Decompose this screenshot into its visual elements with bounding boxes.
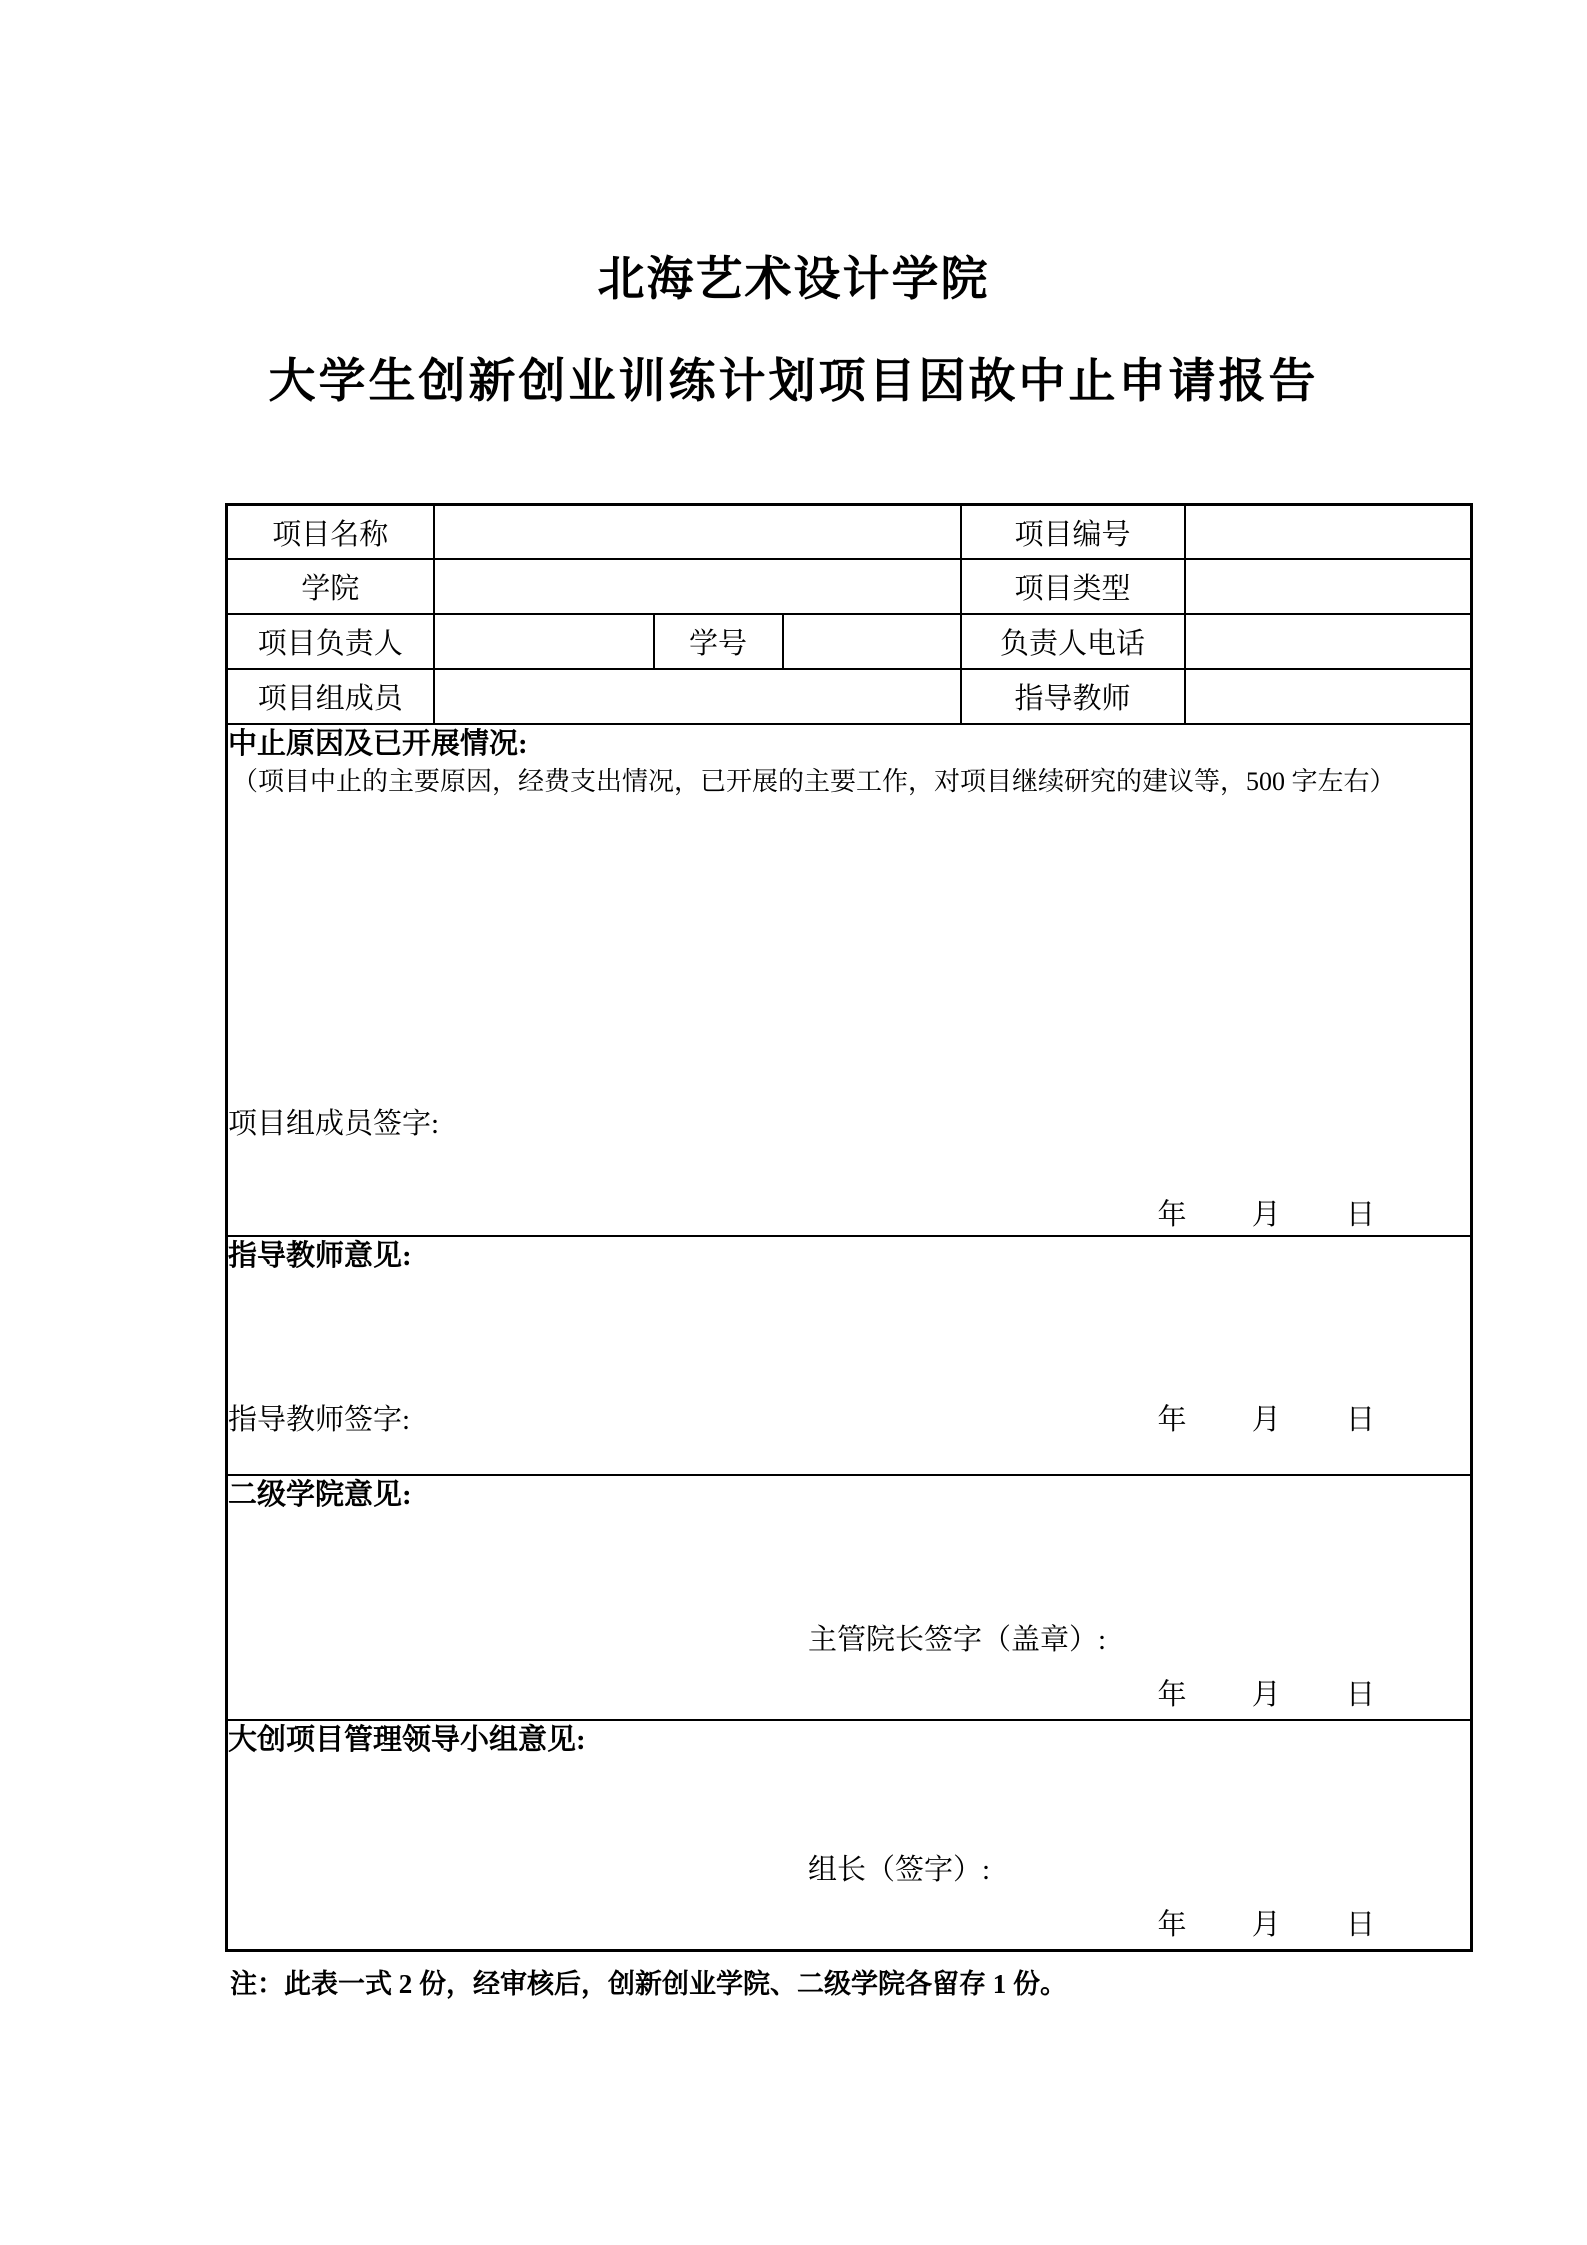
page-subtitle: 大学生创新创业训练计划项目因故中止申请报告 [268,356,1319,409]
leader-label: 项目负责人 [227,614,434,669]
committee-opinion-heading: 大创项目管理领导小组意见: [228,1724,586,1757]
advisor-label: 指导教师 [961,669,1185,724]
table-row [227,724,1472,1236]
termination-heading: 中止原因及已开展情况: [228,728,528,761]
day-label: 日 [1346,1404,1376,1437]
members-label: 项目组成员 [227,669,434,724]
date-line [228,1192,1470,1235]
student-id-value-cell[interactable] [783,614,961,669]
table-row [227,1475,1472,1720]
college-opinion-section[interactable] [227,1475,1472,1720]
table-row [227,1720,1472,1951]
page-title: 北海艺术设计学院 [597,254,990,306]
termination-hint: （项目中止的主要原因，经费支出情况，已开展的主要工作，对项目继续研究的建议等，500 字左右） [232,767,1396,797]
committee-opinion-section[interactable] [227,1720,1472,1951]
footnote: 注：此表一式 2 份，经审核后，创新创业学院、二级学院各留存 1 份。 [230,1969,1067,2000]
project-name-label: 项目名称 [227,504,434,559]
termination-reason-section[interactable] [227,724,1472,1236]
advisor-opinion-section[interactable] [227,1236,1472,1475]
year-label: 年 [1157,1909,1187,1942]
date-line [1099,1397,1470,1438]
project-no-label: 项目编号 [961,504,1185,559]
dean-signature-label: 主管院长签字（盖章）: [808,1624,1107,1657]
application-form-table [225,503,1473,1953]
project-type-label: 项目类型 [961,559,1185,614]
college-opinion-heading: 二级学院意见: [228,1479,412,1512]
advisor-value-cell[interactable] [1185,669,1472,724]
year-label: 年 [1157,1199,1187,1232]
table-row [227,1236,1472,1475]
table-row [227,559,1472,614]
year-label: 年 [1157,1404,1187,1437]
members-signature-label: 项目组成员签字: [228,1108,440,1141]
table-row [227,614,1472,669]
project-no-value-cell[interactable] [1185,504,1472,559]
leader-phone-label: 负责人电话 [961,614,1185,669]
project-type-value-cell[interactable] [1185,559,1472,614]
day-label: 日 [1346,1909,1376,1942]
day-label: 日 [1346,1199,1376,1232]
day-label: 日 [1346,1679,1376,1712]
table-row [227,669,1472,724]
advisor-signature-label: 指导教师签字: [228,1404,411,1437]
advisor-signature-line [228,1397,1470,1474]
date-line [228,1672,1470,1719]
month-label: 月 [1251,1199,1281,1232]
year-label: 年 [1157,1679,1187,1712]
leader-value-cell[interactable] [434,614,654,669]
advisor-opinion-heading: 指导教师意见: [228,1240,412,1273]
project-name-value-cell[interactable] [434,504,961,559]
student-id-label: 学号 [654,614,783,669]
date-line [228,1902,1470,1949]
table-row [227,504,1472,559]
group-leader-signature-label: 组长（签字）: [808,1854,991,1887]
college-value-cell[interactable] [434,559,961,614]
college-label: 学院 [227,559,434,614]
members-value-cell[interactable] [434,669,961,724]
leader-phone-value-cell[interactable] [1185,614,1472,669]
month-label: 月 [1251,1679,1281,1712]
month-label: 月 [1251,1909,1281,1942]
month-label: 月 [1251,1404,1281,1437]
